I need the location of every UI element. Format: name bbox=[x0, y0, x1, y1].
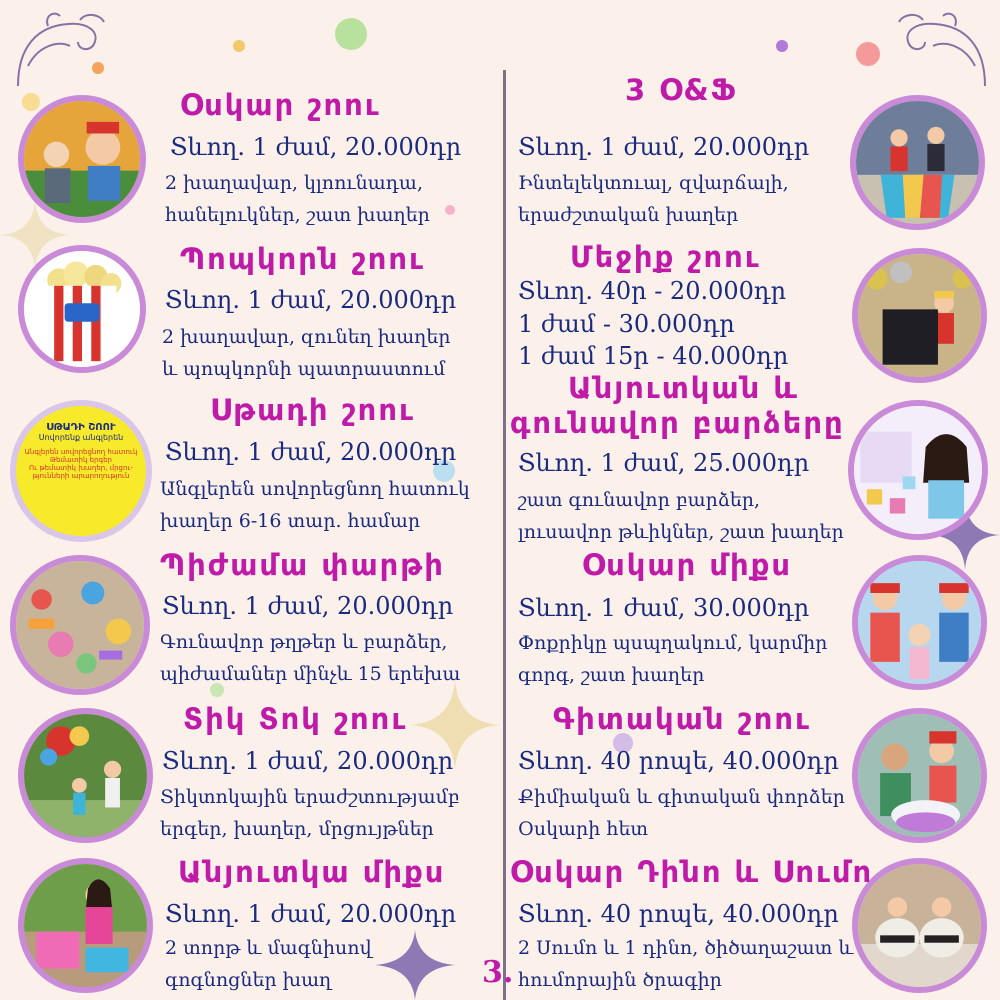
service-title: 3 Օ&Ֆ bbox=[625, 73, 738, 107]
service-title: Պոպկորն շոու bbox=[180, 242, 425, 276]
service-price: Տևող. 1 ժամ, 20.000դր bbox=[518, 133, 810, 161]
service-description: հումորային ծրագիր bbox=[518, 969, 722, 991]
popcorn-photo bbox=[18, 245, 146, 373]
ornament-icon bbox=[885, 6, 995, 96]
service-price: Տևող. 1 ժամ, 20.000դր bbox=[162, 747, 454, 775]
service-title: Սթադի շոու bbox=[210, 393, 415, 427]
service-description: լուսավոր թևիկներ, շատ խաղեր bbox=[518, 521, 844, 543]
study-show-photo bbox=[10, 400, 152, 542]
service-price: Տևող. 1 ժամ, 20.000դր bbox=[170, 133, 462, 161]
page-number: 3. bbox=[482, 955, 514, 990]
service-description: Փոքրիկը պսպղակում, կարմիր bbox=[518, 632, 828, 654]
service-title: Պիժամա փարթի bbox=[160, 548, 445, 582]
service-description: երաժշտական խաղեր bbox=[518, 204, 739, 226]
service-title: Մեջիք շոու bbox=[570, 240, 761, 274]
service-price: Տևող. 1 ժամ, 20.000դր bbox=[162, 592, 454, 620]
column-divider bbox=[503, 70, 506, 1000]
service-title: Տիկ Տոկ շոու bbox=[183, 702, 408, 736]
photo-caption: թյունների արարողություն bbox=[32, 472, 130, 480]
service-description: 2 տորթ և մագնիսով bbox=[165, 937, 372, 959]
confetti-dot bbox=[776, 40, 788, 52]
service-description: 2 խաղավար, կլոունադա, bbox=[165, 172, 423, 194]
service-description: Ինտելեկտուալ, զվարճալի, bbox=[518, 172, 789, 194]
service-description: 2 խաղավար, զունեղ խաղեր bbox=[162, 326, 451, 348]
service-title-line2: գունավոր բարձերը bbox=[510, 406, 845, 440]
service-price: Տևող. 1 ժամ, 20.000դր bbox=[165, 438, 457, 466]
photo-caption: Ու թեմատիկ խաղեր, մրցու- bbox=[29, 464, 133, 472]
sparkle-icon bbox=[375, 930, 455, 1000]
service-price: Տևող. 40 րոպե, 40.000դր bbox=[518, 747, 839, 775]
confetti-dot bbox=[445, 205, 455, 215]
service-description: գոգնոցներ խաղ bbox=[165, 969, 332, 991]
anyutka-photo bbox=[18, 858, 153, 993]
clown-photo bbox=[18, 95, 146, 223]
confetti-dot bbox=[233, 40, 245, 52]
kids-game-photo bbox=[850, 95, 985, 230]
service-price: Տևող. 40 րոպե, 40.000դր bbox=[518, 900, 839, 928]
tiktok-photo bbox=[18, 708, 153, 843]
photo-caption: Սովորենք անգլերեն bbox=[38, 433, 124, 442]
photo-caption: ՍԹԱԴԻ ՇՈՈՒ bbox=[46, 422, 116, 433]
service-description: Քիմիական և գիտական փորձեր bbox=[518, 786, 845, 808]
service-description: Անգլերեն սովորեցնող հատուկ bbox=[160, 478, 470, 500]
science-show-photo bbox=[852, 708, 987, 843]
service-description: խաղեր 6-16 տար. համար bbox=[160, 510, 421, 532]
pillows-photo bbox=[848, 400, 988, 540]
service-title: Գիտական շոու bbox=[553, 702, 811, 736]
photo-caption: Թեմատիկ երգեր bbox=[50, 456, 112, 464]
service-description: երգեր, խաղեր, մրցույթներ bbox=[160, 818, 434, 840]
service-title: Օսկար շոու bbox=[180, 88, 381, 122]
service-price: Տևող. 1 ժամ, 20.000դր bbox=[165, 900, 457, 928]
service-price: 1 ժամ - 30.000դր bbox=[518, 310, 735, 338]
service-description: Տիկտոկային երաժշտությամբ bbox=[160, 786, 460, 808]
oscar-mix-photo bbox=[852, 555, 987, 690]
service-description: Գունավոր թղթեր և բարձեր, bbox=[160, 631, 448, 653]
service-price: Տևող. 1 ժամ, 30.000դր bbox=[518, 594, 810, 622]
confetti-dot bbox=[856, 42, 880, 66]
magic-show-photo bbox=[852, 248, 987, 383]
service-description: Օսկարի հետ bbox=[518, 818, 649, 840]
service-title: Անյուտկա միքս bbox=[178, 855, 446, 889]
service-title: Օսկար Դինո և Սումո bbox=[510, 855, 874, 889]
service-description: շատ գունավոր բարձեր, bbox=[518, 489, 761, 511]
confetti-dot bbox=[335, 18, 367, 50]
service-description: պիժամաներ մինչև 15 երեխա bbox=[160, 663, 461, 685]
pajama-party-photo bbox=[10, 555, 150, 695]
service-title: Անյուտկան և bbox=[568, 371, 799, 405]
service-title: Օսկար միքս bbox=[582, 548, 793, 582]
service-description: գորգ, շատ խաղեր bbox=[518, 664, 705, 686]
service-price: Տևող. 40ր - 20.000դր bbox=[518, 277, 787, 305]
photo-caption: Անգլերեն սովորեցնող հատուկ bbox=[24, 448, 138, 456]
service-price: Տևող. 1 ժամ, 25.000դր bbox=[518, 449, 810, 477]
service-price: 1 ժամ 15ր - 40.000դր bbox=[518, 342, 789, 370]
service-description: 2 Սումո և 1 դինո, ծիծաղաշատ և bbox=[518, 937, 854, 959]
service-price: Տևող. 1 ժամ, 20.000դր bbox=[165, 286, 457, 314]
service-description: և պոպկորնի պատրաստում bbox=[162, 358, 446, 380]
service-description: հանելուկներ, շատ խաղեր bbox=[165, 204, 430, 226]
ornament-icon bbox=[8, 6, 118, 96]
